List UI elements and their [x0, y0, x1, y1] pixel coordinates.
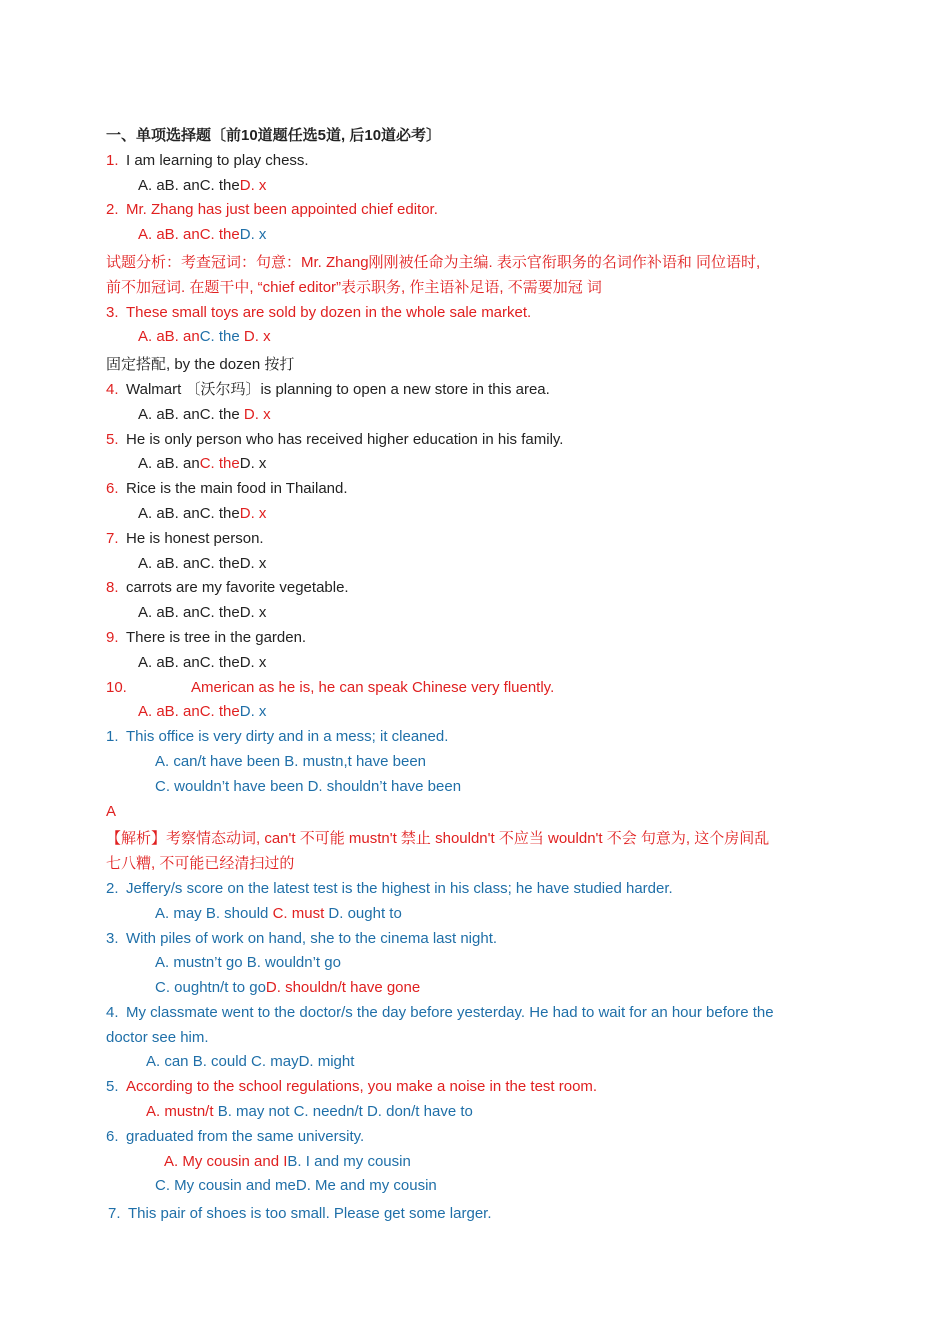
modal-question-4: 4. My classmate went to the doctor/s the day before yesterday. He had to wait for an hour before the	[106, 1003, 774, 1021]
question-7-options: A. aB. anC. theD. x	[138, 554, 267, 572]
modal-question-1-answer: A	[106, 802, 117, 820]
modal-question-3-options-b: C. oughtn/t to goD. shouldn/t have gone	[155, 979, 421, 997]
modal-question-3-options-a: A. mustn’t go B. wouldn’t go	[155, 954, 341, 972]
question-6: 6. Rice is the main food in Thailand.	[106, 480, 348, 498]
question-2-options: A. aB. anC. theD. x	[138, 226, 267, 244]
modal-question-4-options: A. can B. could C. mayD. might	[146, 1053, 355, 1071]
question-1: 1. I am learning to play chess.	[106, 151, 309, 169]
question-10: 10. American as he is, he can speak Chinese very fluently.	[106, 678, 555, 696]
question-8-options: A. aB. anC. theD. x	[138, 604, 267, 622]
modal-question-1: 1. This office is very dirty and in a mess; it cleaned.	[106, 728, 449, 746]
question-4: 4. Walmart 〔沃尔玛〕is planning to open a new store in this area.	[106, 380, 550, 398]
question-6-options: A. aB. anC. theD. x	[138, 504, 267, 522]
question-2-analysis: 试题分析：考查冠词：句意：Mr. Zhang刚刚被任命为主编. 表示官衔职务的名词作补语和 同位语时,	[106, 253, 761, 271]
modal-question-6-options-b: C. My cousin and meD. Me and my cousin	[155, 1177, 437, 1195]
question-5-options: A. aB. anC. theD. x	[138, 455, 267, 473]
modal-question-2-options: A. may B. should C. must D. ought to	[155, 904, 402, 922]
question-8: 8. carrots are my favorite vegetable.	[106, 579, 349, 597]
modal-question-2: 2. Jeffery/s score on the latest test is the highest in his class; he have studied harder.	[106, 879, 673, 897]
question-2: 2. Mr. Zhang has just been appointed chief editor.	[106, 201, 438, 219]
modal-question-6-options-a: A. My cousin and IB. I and my cousin	[164, 1152, 411, 1170]
question-3-note: 固定搭配, by the dozen 按打	[106, 356, 295, 374]
modal-question-3: 3. With piles of work on hand, she to the cinema last night.	[106, 929, 498, 947]
question-5: 5. He is only person who has received higher education in his family.	[106, 430, 564, 448]
question-9-options: A. aB. anC. theD. x	[138, 653, 267, 671]
question-10-options: A. aB. anC. theD. x	[138, 703, 267, 721]
modal-question-6: 6. graduated from the same university.	[106, 1127, 365, 1145]
modal-question-1-options-b: C. wouldn’t have been D. shouldn’t have been	[155, 777, 462, 795]
question-7: 7. He is honest person.	[106, 529, 264, 547]
modal-question-4-cont: doctor see him.	[106, 1028, 209, 1046]
modal-question-1-analysis: 【解析】考察情态动词, can't 不可能 mustn't 禁止 shouldn't 不应当 wouldn't 不会 句意为, 这个房间乱	[106, 830, 770, 848]
question-4-options: A. aB. anC. the D. x	[138, 405, 271, 423]
question-1-options: A. aB. anC. theD. x	[138, 176, 267, 194]
question-2-analysis-cont: 前不加冠词. 在题干中, “chief editor”表示职务, 作主语补足语, 不需要加冠 词	[106, 278, 602, 296]
question-9: 9. There is tree in the garden.	[106, 628, 307, 646]
section-title: 一、单项选择题〔前10道题任选5道, 后10道必考〕	[106, 127, 442, 144]
modal-question-1-analysis-cont: 七八糟, 不可能已经清扫过的	[106, 855, 295, 873]
modal-question-5: 5. According to the school regulations, you make a noise in the test room.	[106, 1078, 598, 1096]
question-3-options: A. aB. anC. the D. x	[138, 328, 271, 346]
modal-question-1-options-a: A. can/t have been B. mustn,t have been	[155, 752, 427, 770]
question-3: 3. These small toys are sold by dozen in the whole sale market.	[106, 303, 532, 321]
modal-question-5-options: A. mustn/t B. may not C. needn/t D. don/t have to	[146, 1103, 473, 1121]
document-page	[106, 124, 866, 1227]
modal-question-7: 7. This pair of shoes is too small. Please get some larger.	[108, 1205, 492, 1223]
